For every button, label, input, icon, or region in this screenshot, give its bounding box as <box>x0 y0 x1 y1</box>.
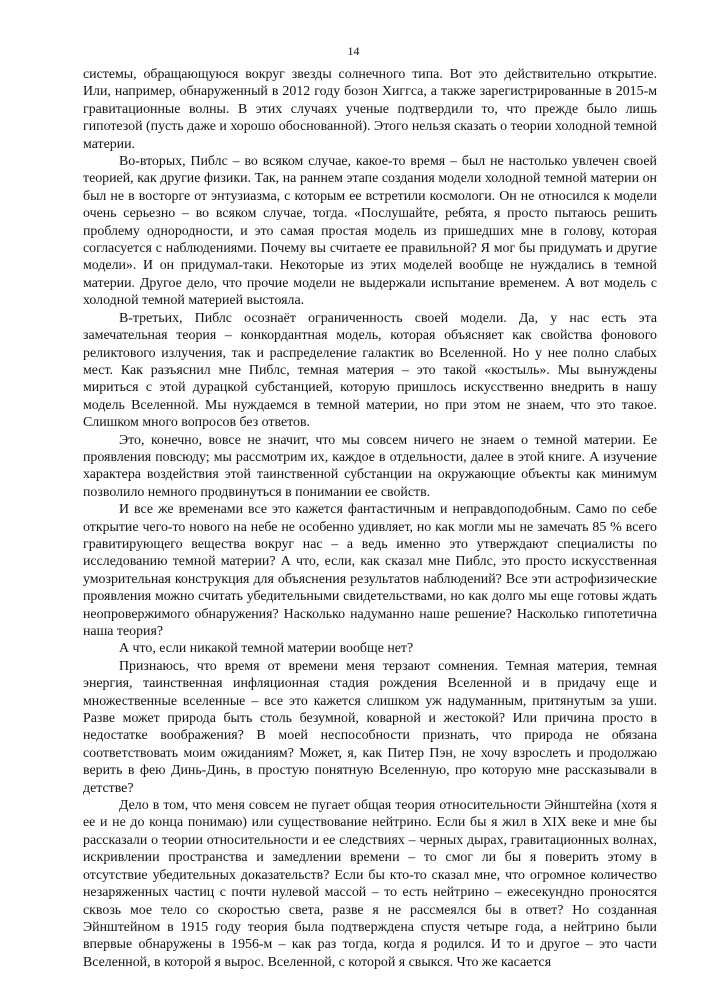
paragraph: Во-вторых, Пиблс – во всяком случае, какое-то время – был не настолько увлечен своей теорией, как другие физики. Так, на раннем этапе создания модели холодной темной материи он был не в восторге от энтузиазма, с которым ее встретили космологи. Он не относился к модели очень серьезно – во всяком случае, тогда. «Послушайте, ребята, я просто пытаюсь решить проблему однородности, и это самая простая модель из пришедших мне в голову, которая согласуется с наблюдениями. Почему вы считаете ее правильной? Я мог бы придумать и другие модели». И он придумал-таки. Некоторые из этих моделей вообще не нуждались в темной материи. Другое дело, что прочие модели не выдержали испытание временем. А вот модель с холодной темной материей выстояла. <box>83 154 657 309</box>
paragraph: Дело в том, что меня совсем не пугает общая теория относительности Эйнштейна (хотя я ее и не до конца понимаю) или существование нейтрино. Если бы я жил в XIX веке и мне бы рассказали о теории относительности и ее следствиях – черных дырах, гравитационных волнах, искривлении пространства и замедлении времени – то смог ли бы я поверить этому в отсутствие убедительных доказательств? Если бы кто-то сказал мне, что огромное количество незаряженных частиц с почти нулевой массой – то есть нейтрино – ежесекундно проносятся сквозь мое тело со скоростью света, разве я не рассмеялся бы в ответ? Но созданная Эйнштейном в 1915 году теория была подтверждена спустя четыре года, а нейтрино были впервые обнаружены в 1956-м – как раз тогда, когда я родился. И то и другое – это части Вселенной, в которой я вырос. Вселенной, с которой я свыкся. Что же касается <box>83 798 657 970</box>
paragraph: В-третьих, Пиблс осознаёт ограниченность своей модели. Да, у нас есть эта замечательная теория – конкордантная модель, которая объясняет как свойства фонового реликтового излучения, так и распределение галактик во Вселенной. Но у нее полно слабых мест. Как разъяснил мне Пиблс, темная материя – это такой «костыль». Мы вынуждены мириться с этой дурацкой субстанцией, которую пришлось искусственно внедрить в нашу модель Вселенной. Мы нуждаемся в темной материи, но при этом не знаем, что это такое. Слишком много вопросов без ответов. <box>83 310 657 431</box>
paragraph: Это, конечно, вовсе не значит, что мы совсем ничего не знаем о темной материи. Ее проявления повсюду; мы рассмотрим их, каждое в отдельности, далее в этой книге. А изучение характера воздействия этой таинственной субстанции на окружающие объекты как минимум позволило немного продвинуться в понимании ее свойств. <box>83 432 657 500</box>
page-number: 14 <box>347 44 360 58</box>
paragraph: системы, обращающуюся вокруг звезды солнечного типа. Вот это действительно открытие. Или, например, обнаруженный в 2012 году бозон Хиггса, а также зарегистрированные в 2015-м гравитационные волны. В этих случаях ученые подтвердили то, что прежде было лишь гипотезой (пусть даже и хорошо обоснованной). Этого нельзя сказать о теории холодной темной материи. <box>83 67 657 152</box>
body-text <box>83 66 657 971</box>
paragraph: И все же временами все это кажется фантастичным и неправдоподобным. Само по себе открытие чего-то нового на небе не особенно удивляет, но как могли мы не замечать 85 % всего гравитирующего вещества вокруг нас – а ведь именно это утверждают специалисты по исследованию темной материи? А что, если, как сказал мне Пиблс, это просто искусственная умозрительная конструкция для объяснения результатов наблюдений? Все эти астрофизические проявления можно считать убедительными свидетельствами, но как долго мы еще готовы ждать неопровержимого обнаружения? Насколько надуманно наше решение? Насколько гипотетична наша теория? <box>83 502 657 639</box>
paragraph: Признаюсь, что время от времени меня терзают сомнения. Темная материя, темная энергия, таинственная инфляционная стадия рождения Вселенной и в придачу еще и множественные вселенные – все это кажется слишком уж надуманным, притянутым за уши. Разве может природа быть столь безумной, коварной и жестокой? Или причина просто в недостатке воображения? В моей неспособности признать, что природа не обязана соответствовать моим ожиданиям? Может, я, как Питер Пэн, не хочу взрослеть и продолжаю верить в фею Динь-Динь, в простую понятную Вселенную, про которую мне рассказывали в детстве? <box>83 658 657 796</box>
paragraph: А что, если никакой темной материи вообще нет? <box>119 641 414 657</box>
